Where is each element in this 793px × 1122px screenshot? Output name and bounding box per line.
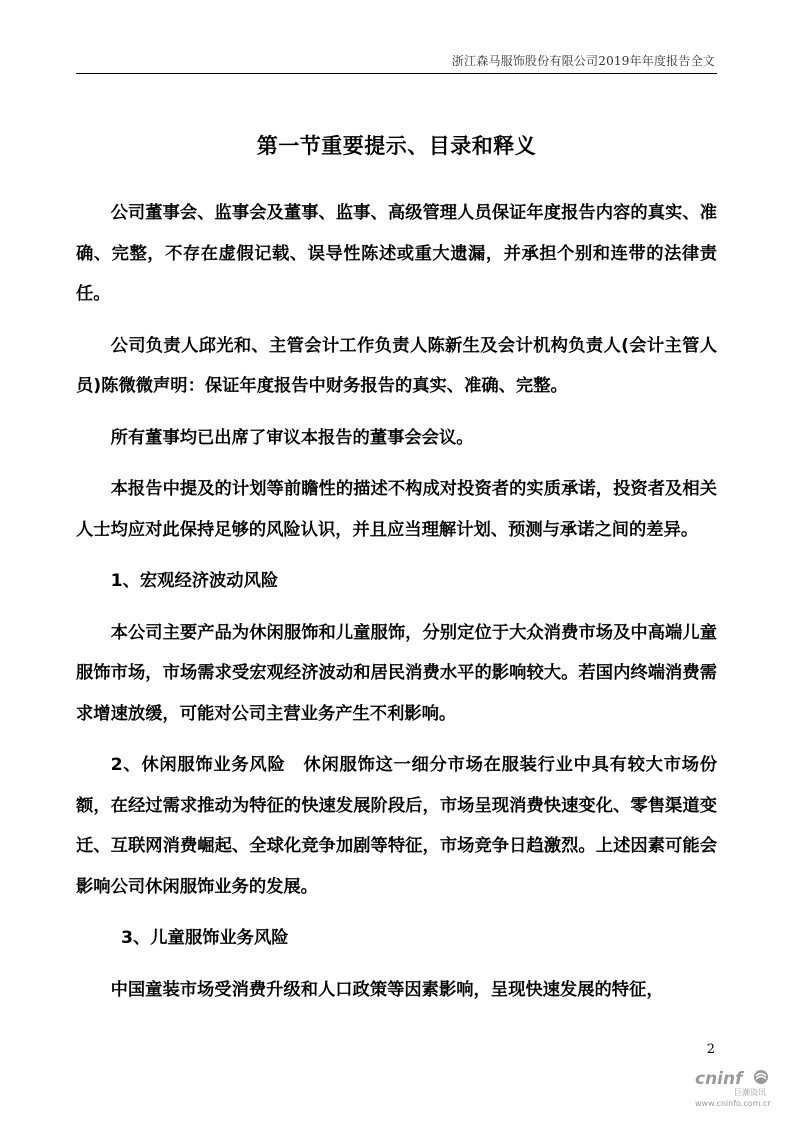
paragraph-forward-looking: 本报告中提及的计划等前瞻性的描述不构成对投资者的实质承诺，投资者及相关人士均应对此保持足够的风险认识，并且应当理解计划、预测与承诺之间的差异。 bbox=[76, 479, 717, 540]
page-number: 2 bbox=[706, 1042, 715, 1057]
subhead-children-wear-risk: 3、儿童服饰业务风险 bbox=[120, 928, 289, 948]
cninfo-watermark bbox=[691, 1062, 771, 1110]
paragraph-children-wear-risk: 中国童装市场受消费升级和人口政策等因素影响，呈现快速发展的特征， bbox=[110, 979, 664, 1000]
subhead-macro-risk: 1、宏观经济波动风险 bbox=[110, 571, 279, 591]
paragraph-board-attendance: 所有董事均已出席了审议本报告的董事会会议。 bbox=[110, 427, 474, 448]
paragraph-board-guarantee: 公司董事会、监事会及董事、监事、高级管理人员保证年度报告内容的真实、准确、完整，不存在虚假记载、误导性陈述或重大遗漏，并承担个别和连带的法律责任。 bbox=[76, 203, 717, 304]
section-title: 第一节重要提示、目录和释义 bbox=[256, 134, 537, 158]
paragraph-macro-risk: 本公司主要产品为休闲服饰和儿童服饰，分别定位于大众消费市场及中高端儿童服饰市场，市场需求受宏观经济波动和居民消费水平的影响较大。若国内终端消费需求增速放缓，可能对公司主营业务产生不利影响。 bbox=[76, 622, 717, 724]
document-body bbox=[76, 193, 717, 1021]
watermark-url: www.cninfo.com.cn bbox=[695, 1099, 771, 1108]
watermark-brand-cn: 巨潮资讯 bbox=[734, 1088, 766, 1097]
paragraph-casual-wear-risk: 2、休闲服饰业务风险 休闲服饰这一细分市场在服装行业中具有较大市场份额，在经过需求推动为特征的快速发展阶段后，市场呈现消费快速变化、零售渠道变迁、互联网消费崛起、全球化竞争加剧等特征，市场竞争日趋激烈。上述因素可能会影响公司休闲服饰业务的发展。 bbox=[76, 755, 717, 897]
header-divider bbox=[76, 73, 717, 74]
watermark-brand: cninf bbox=[695, 1069, 743, 1089]
paragraph-responsible-persons: 公司负责人邱光和、主管会计工作负责人陈新生及会计机构负责人(会计主管人员)陈微微声明：保证年度报告中财务报告的真实、准确、完整。 bbox=[76, 335, 717, 396]
page-header-title: 浙江森马服饰股份有限公司2019年年度报告全文 bbox=[451, 54, 715, 68]
